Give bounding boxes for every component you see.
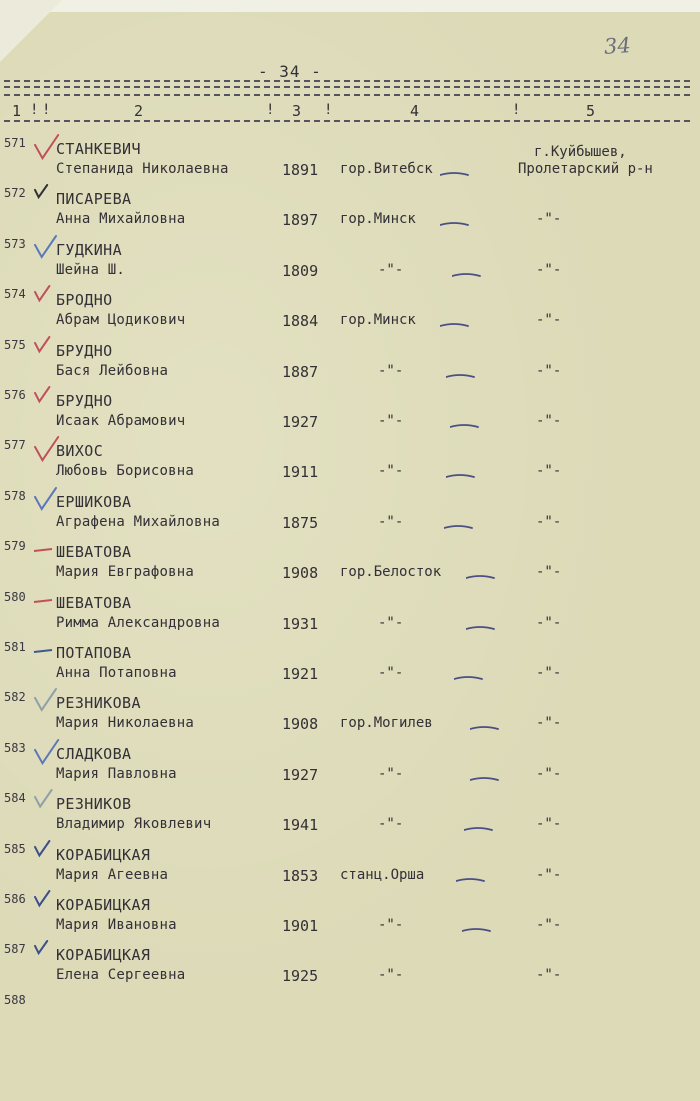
record-birthplace: гор.Могилев xyxy=(340,715,433,732)
header-rule-bottom xyxy=(4,120,690,122)
record-number: 580 xyxy=(4,589,26,604)
record-residence: -"- xyxy=(536,312,562,329)
record-number: 573 xyxy=(4,236,26,251)
record-surname: ПИСАРЕВА xyxy=(56,190,132,209)
record-birth-year: 1853 xyxy=(282,866,319,885)
record-birthplace: станц.Орша xyxy=(340,866,425,883)
header-rule-middle xyxy=(4,94,690,96)
record-birthplace: -"- xyxy=(378,917,404,933)
archive-page-number: 34 xyxy=(603,33,632,59)
record-birth-year: 1927 xyxy=(282,413,319,431)
record-given-name: Мария Ивановна xyxy=(56,917,177,933)
record-given-name: Мария Николаевна xyxy=(56,715,195,732)
record-number: 576 xyxy=(4,388,26,402)
record-given-name: Мария Павловна xyxy=(56,765,177,782)
record-birth-year: 1897 xyxy=(282,211,319,230)
record-birthplace: -"- xyxy=(378,463,404,480)
record-surname: ШЕВАТОВА xyxy=(56,593,132,612)
column-header-2: 2 xyxy=(134,102,144,120)
pen-mark-icon xyxy=(446,466,478,485)
record-residence: -"- xyxy=(536,463,562,480)
pen-mark-icon xyxy=(464,819,496,838)
record-birthplace: -"- xyxy=(378,513,404,530)
record-birthplace: -"- xyxy=(378,614,404,631)
record-residence: -"- xyxy=(536,614,562,631)
record-residence: -"- xyxy=(536,715,562,732)
record-birthplace: гор.Минск xyxy=(340,312,416,329)
pen-mark-icon xyxy=(440,164,472,183)
pen-mark-icon xyxy=(456,870,488,889)
column-header-3: 3 xyxy=(292,102,302,120)
scan-edge xyxy=(0,0,700,12)
record-surname: РЕЗНИКОВА xyxy=(56,694,141,713)
record-given-name: Бася Лейбовна xyxy=(56,362,169,379)
record-number: 572 xyxy=(4,186,26,201)
record-residence: -"- xyxy=(536,765,562,782)
header-rule-top xyxy=(4,80,690,82)
record-residence: -"- xyxy=(536,564,562,581)
record-residence: -"- xyxy=(536,917,562,933)
record-birth-year: 1921 xyxy=(282,665,319,683)
folded-corner xyxy=(0,0,62,62)
record-birthplace: -"- xyxy=(378,816,404,833)
record-number: 571 xyxy=(4,136,26,150)
record-given-name: Шейна Ш. xyxy=(56,261,126,278)
record-given-name: Елена Сергеевна xyxy=(56,967,186,984)
record-residence: -"- xyxy=(536,513,562,530)
record-given-name: Мария Агеевна xyxy=(56,866,169,883)
pen-mark-icon xyxy=(470,718,502,737)
column-header-4: 4 xyxy=(410,102,420,120)
typed-page-number: - 34 - xyxy=(258,62,322,81)
record-surname: КОРАБИЦКАЯ xyxy=(56,896,151,914)
record-residence-line: г.Куйбышев, xyxy=(534,144,627,160)
record-surname: СТАНКЕВИЧ xyxy=(56,140,141,158)
record-number: 575 xyxy=(4,337,26,352)
record-birth-year: 1908 xyxy=(282,564,319,583)
record-birthplace: -"- xyxy=(378,413,404,429)
pen-mark-icon xyxy=(454,668,486,687)
record-residence: -"- xyxy=(536,261,562,278)
record-birth-year: 1887 xyxy=(282,362,319,381)
record-number: 584 xyxy=(4,791,26,806)
record-residence: -"- xyxy=(536,362,562,379)
record-residence: -"- xyxy=(536,211,562,228)
record-number: 586 xyxy=(4,892,26,906)
record-birth-year: 1911 xyxy=(282,463,319,482)
record-surname: КОРАБИЦКАЯ xyxy=(56,845,151,864)
record-surname: ГУДКИНА xyxy=(56,240,123,259)
record-number: 588 xyxy=(4,992,26,1007)
record-given-name: Степанида Николаевна xyxy=(56,161,229,177)
record-birth-year: 1931 xyxy=(282,614,319,633)
column-separator: ! xyxy=(512,102,521,118)
record-surname: КОРАБИЦКАЯ xyxy=(56,946,151,965)
record-surname: РЕЗНИКОВ xyxy=(56,795,132,814)
pen-mark-icon xyxy=(440,315,472,334)
record-number: 585 xyxy=(4,841,26,856)
record-surname: СЛАДКОВА xyxy=(56,744,132,763)
record-residence: -"- xyxy=(536,816,562,833)
record-birth-year: 1901 xyxy=(282,917,319,935)
record-birth-year: 1941 xyxy=(282,816,319,835)
record-given-name: Исаак Абрамович xyxy=(56,413,186,429)
record-residence: -"- xyxy=(536,866,562,883)
pen-mark-icon xyxy=(450,416,482,435)
record-birth-year: 1925 xyxy=(282,967,319,986)
record-surname: БРУДНО xyxy=(56,392,113,410)
record-number: 577 xyxy=(4,438,26,453)
record-birthplace: -"- xyxy=(378,261,404,278)
column-separator: ! xyxy=(42,102,51,118)
record-number: 583 xyxy=(4,740,26,755)
record-given-name: Анна Михайловна xyxy=(56,211,186,228)
record-number: 581 xyxy=(4,640,26,654)
record-birth-year: 1875 xyxy=(282,513,319,532)
record-birthplace: гор.Минск xyxy=(340,211,416,228)
pen-mark-icon xyxy=(466,567,498,586)
header-rule-top-2 xyxy=(4,86,690,88)
column-header-1: 1 xyxy=(12,102,22,120)
record-given-name: Любовь Борисовна xyxy=(56,463,195,480)
pen-mark-icon xyxy=(470,769,502,788)
record-birth-year: 1908 xyxy=(282,715,319,734)
record-birth-year: 1809 xyxy=(282,261,319,280)
record-residence-line: Пролетарский р-н xyxy=(518,161,653,177)
record-number: 578 xyxy=(4,488,26,503)
record-surname: БРУДНО xyxy=(56,341,113,360)
record-birthplace: гор.Белосток xyxy=(340,564,442,581)
record-residence: -"- xyxy=(536,967,562,984)
record-birthplace: -"- xyxy=(378,765,404,782)
record-birthplace: -"- xyxy=(378,362,404,379)
record-given-name: Римма Александровна xyxy=(56,614,220,631)
record-birthplace: -"- xyxy=(378,665,404,681)
column-separator: ! xyxy=(30,102,39,118)
record-birth-year: 1891 xyxy=(282,161,319,179)
record-number: 579 xyxy=(4,539,26,554)
record-surname: ШЕВАТОВА xyxy=(56,543,132,562)
record-given-name: Аграфена Михайловна xyxy=(56,513,220,530)
record-residence: -"- xyxy=(536,413,562,429)
record-given-name: Абрам Цодикович xyxy=(56,312,186,329)
pen-mark-icon xyxy=(446,366,478,385)
column-header-5: 5 xyxy=(586,102,596,120)
pen-mark-icon xyxy=(462,920,494,939)
pen-mark-icon xyxy=(452,265,484,284)
record-number: 587 xyxy=(4,942,26,957)
record-surname: ВИХОС xyxy=(56,442,104,461)
record-number: 574 xyxy=(4,287,26,302)
record-given-name: Мария Евграфовна xyxy=(56,564,195,581)
record-birth-year: 1927 xyxy=(282,765,319,784)
record-given-name: Владимир Яковлевич xyxy=(56,816,212,833)
record-birthplace: гор.Витебск xyxy=(340,161,433,177)
pen-mark-icon xyxy=(466,618,498,637)
record-birth-year: 1884 xyxy=(282,312,319,331)
column-separator: ! xyxy=(324,102,333,118)
pen-mark-icon xyxy=(440,214,472,233)
record-residence: -"- xyxy=(536,665,562,681)
record-surname: ЕРШИКОВА xyxy=(56,492,132,511)
record-surname: ПОТАПОВА xyxy=(56,644,132,662)
column-separator: ! xyxy=(266,102,275,118)
pen-mark-icon xyxy=(444,517,476,536)
record-given-name: Анна Потаповна xyxy=(56,665,177,681)
record-birthplace: -"- xyxy=(378,967,404,984)
record-number: 582 xyxy=(4,690,26,705)
record-surname: БРОДНО xyxy=(56,291,113,310)
